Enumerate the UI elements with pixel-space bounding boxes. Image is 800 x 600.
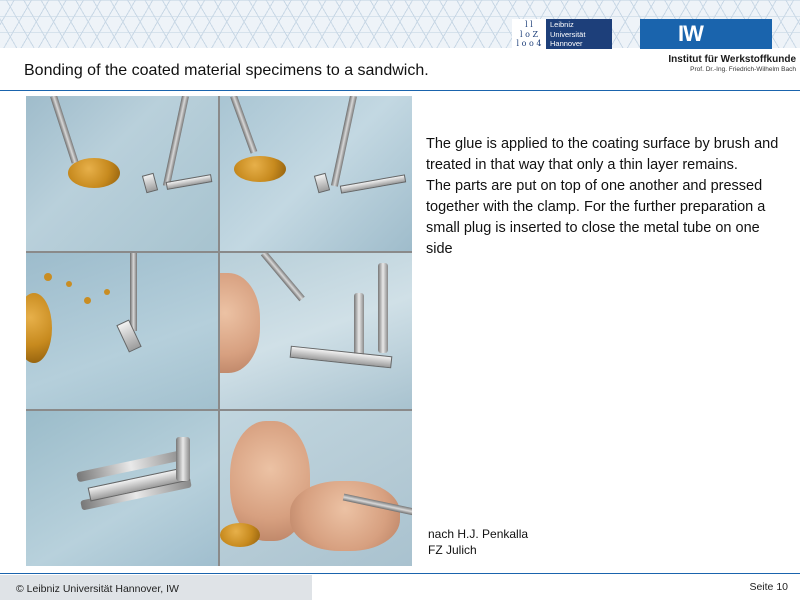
paragraph-glue: The glue is applied to the coating surface by brush and treated in that way that only a thin layer remains.	[426, 136, 779, 173]
finger	[220, 273, 260, 373]
credit-author: nach H.J. Penkalla	[428, 527, 529, 541]
footer-divider	[0, 573, 800, 574]
clamp-screw	[378, 263, 388, 353]
photo-thin-layer	[26, 253, 218, 408]
institute-professor: Prof. Dr.-Ing. Friedrich-Wilhelm Bach	[690, 66, 796, 73]
specimen-part	[340, 174, 406, 193]
glue-blob	[234, 156, 286, 182]
credit-source: FZ Julich	[428, 543, 477, 557]
specimen-part	[166, 174, 213, 190]
clamp-screw	[176, 437, 190, 481]
luh-logo[interactable]	[512, 19, 612, 49]
tweezer	[261, 253, 305, 301]
photo-grid	[26, 96, 412, 566]
tweezer	[130, 253, 137, 331]
photo-plug-insertion	[220, 411, 412, 566]
footer-copyright: © Leibniz Universität Hannover, IW	[0, 575, 312, 600]
iw-logo-text: IW	[678, 21, 703, 46]
brush-handle	[50, 96, 78, 164]
photo-clamp-setup	[220, 253, 412, 408]
brush-handle	[230, 96, 257, 154]
slide-title: Bonding of the coated material specimens to a sandwich.	[24, 62, 429, 79]
photo-clamp	[26, 411, 218, 566]
photo-glue-spread	[220, 96, 412, 251]
title-divider	[0, 90, 800, 91]
luh-logo-mark: l l l o Z l o o 4	[516, 20, 542, 48]
luh-logo-text: Leibniz Universität Hannover	[546, 19, 612, 49]
glue-blob	[68, 158, 120, 188]
glue-blob	[26, 293, 52, 363]
specimen-part	[116, 320, 141, 353]
paragraph-clamp: The parts are put on top of one another and pressed together with the clamp. For the further preparation a small plug is inserted to close the metal tube on one side	[426, 178, 766, 257]
photo-glue-brush	[26, 96, 218, 251]
page-number: Seite 10	[749, 581, 788, 593]
finger	[290, 481, 400, 551]
image-credit	[428, 526, 528, 558]
specimen-part	[314, 173, 330, 193]
specimen-part	[142, 173, 158, 193]
tweezer	[331, 96, 357, 187]
institute-name: Institut für Werkstoffkunde	[668, 54, 796, 65]
slide-body-text	[426, 134, 786, 260]
tweezer	[163, 96, 189, 187]
iw-logo[interactable]	[640, 19, 772, 49]
sandwich-specimen	[290, 346, 393, 369]
glue-blob	[220, 523, 260, 547]
